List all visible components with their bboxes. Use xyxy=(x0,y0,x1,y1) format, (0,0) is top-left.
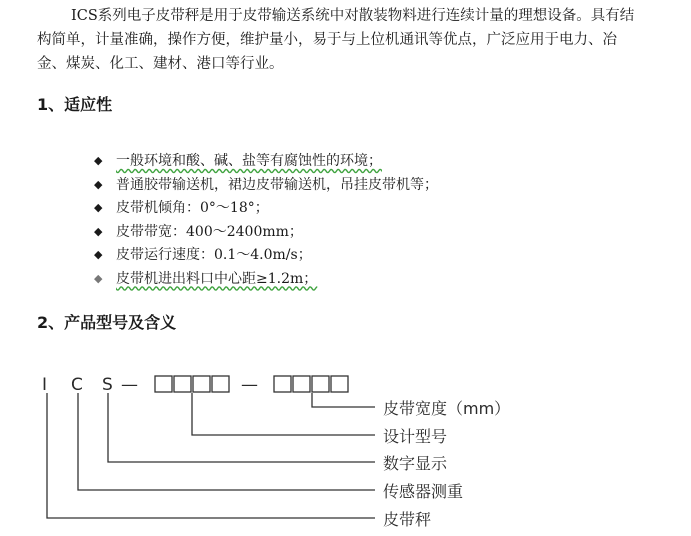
model-box xyxy=(312,376,329,392)
list-item-text: 一般环境和酸、碱、盐等有腐蚀性的环境； xyxy=(116,153,382,169)
model-number-diagram xyxy=(0,360,691,536)
model-box xyxy=(274,376,291,392)
model-box xyxy=(331,376,348,392)
model-box xyxy=(174,376,191,392)
model-dash-2: — xyxy=(241,375,258,395)
model-box xyxy=(293,376,310,392)
section-adaptability-heading: 1、适应性 xyxy=(37,95,113,114)
intro-paragraph xyxy=(37,4,637,76)
leader-line-design xyxy=(192,393,375,435)
section-model-heading: 2、产品型号及含义 xyxy=(37,313,177,332)
model-char-c: C xyxy=(71,375,83,395)
list-item xyxy=(94,267,438,291)
adaptability-list xyxy=(94,149,438,290)
leader-line-scale xyxy=(47,393,375,518)
label-digital-display: 数字显示 xyxy=(383,454,448,473)
list-item-text: 皮带带宽：400～2400mm； xyxy=(116,223,303,240)
model-char-s: S xyxy=(102,375,113,395)
model-box xyxy=(212,376,229,392)
diamond-bullet-icon: ◆ xyxy=(94,154,103,167)
label-belt-width: 皮带宽度（mm） xyxy=(383,399,511,418)
diamond-bullet-icon: ◆ xyxy=(94,271,103,285)
model-char-i: I xyxy=(42,375,48,395)
diamond-bullet-icon: ◆ xyxy=(94,248,103,261)
leader-line-digital xyxy=(108,393,375,462)
label-design-model: 设计型号 xyxy=(383,427,448,446)
list-item xyxy=(94,220,438,244)
list-item-text: 皮带机倾角：0°～18°； xyxy=(116,200,269,216)
leader-line-s xyxy=(312,393,375,407)
model-box xyxy=(193,376,210,392)
label-sensor-weighing: 传感器测重 xyxy=(383,482,464,501)
list-item xyxy=(94,173,438,197)
list-item-text: 普通胶带输送机，裙边皮带输送机，吊挂皮带机等； xyxy=(116,176,438,193)
list-item xyxy=(94,196,438,220)
diamond-bullet-icon: ◆ xyxy=(94,177,103,191)
diamond-bullet-icon: ◆ xyxy=(94,224,103,238)
list-item xyxy=(94,243,438,267)
diamond-bullet-icon: ◆ xyxy=(94,201,103,214)
intro-text: ICS系列电子皮带秤是用于皮带输送系统中对散装物料进行连续计量的理想设备。具有结构简单，计量准确，操作方便，维护量小，易于与上位机通讯等优点，广泛应用于电力、冶金、煤炭、化工、建材、港口等行业。 xyxy=(37,8,635,72)
list-item xyxy=(94,149,438,173)
list-item-text: 皮带运行速度：0.1～4.0m/s； xyxy=(116,247,312,263)
model-dash-1: — xyxy=(121,375,138,395)
list-item-text: 皮带机进出料口中心距≥1.2m； xyxy=(116,270,318,287)
model-box xyxy=(155,376,172,392)
label-belt-scale: 皮带秤 xyxy=(383,510,432,529)
